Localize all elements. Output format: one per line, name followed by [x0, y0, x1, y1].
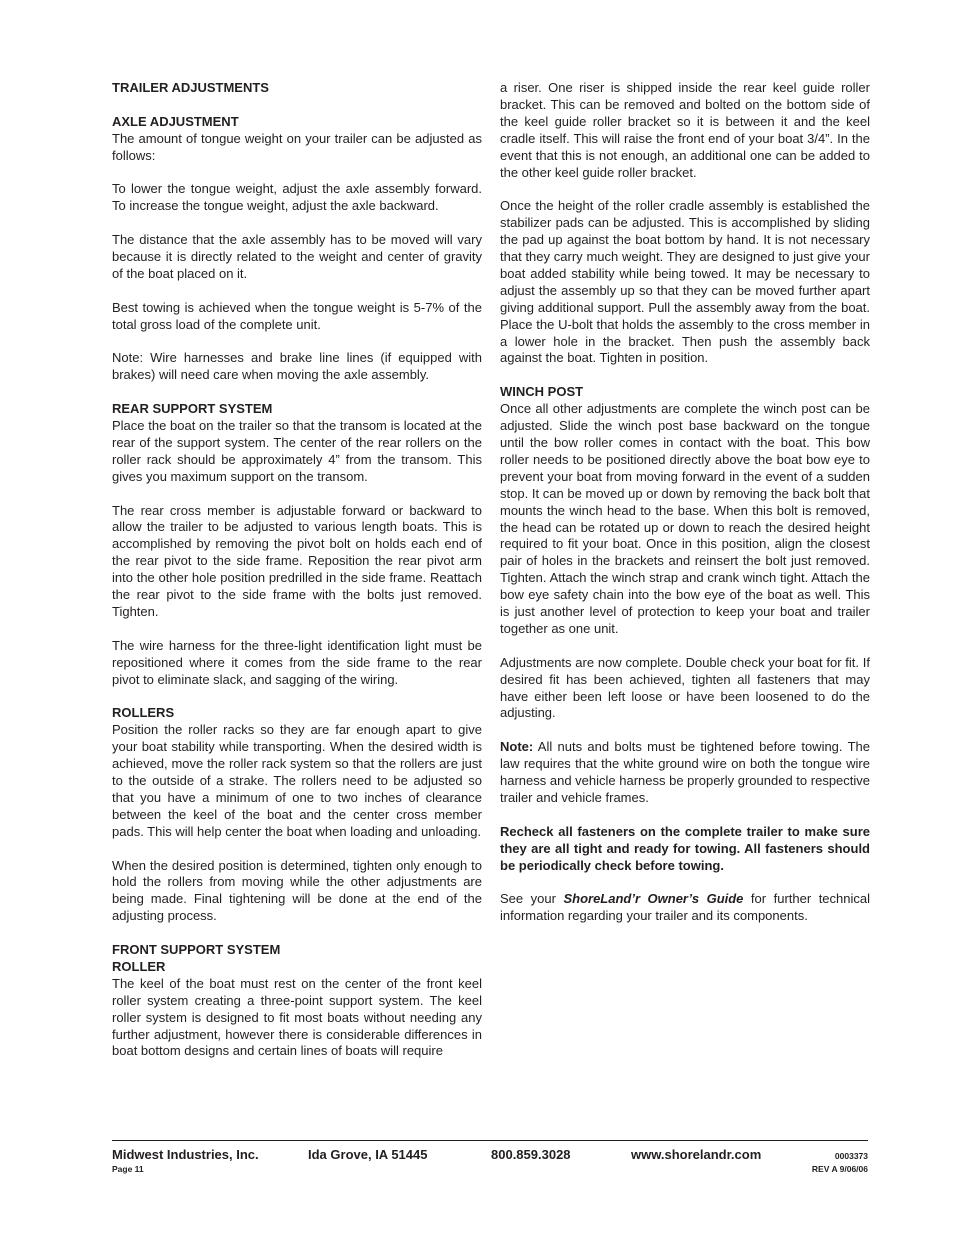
- footer-page-number: Page 11: [112, 1164, 144, 1174]
- axle-adjustment-heading: AXLE ADJUSTMENT: [112, 113, 239, 129]
- rear-paragraph-2: The rear cross member is adjustable forward or backward to allow the trailer to be adjusted to various length boats. This is accomplished by removing the pivot bolt on holds each end of the rear pivot to the side frame. Reposition the rear pivot arm into the other hole position predrilled in the side frame. Reattach the rear pivot to the side frame with the bolts just removed. Tighten.: [112, 502, 482, 619]
- owners-guide-title: ShoreLand’r Owner’s Guide: [563, 891, 744, 907]
- rollers-heading: ROLLERS: [112, 705, 175, 721]
- footer-phone: 800.859.3028: [491, 1147, 571, 1162]
- left-column: [112, 80, 482, 1060]
- rear-support-heading: REAR SUPPORT SYSTEM: [112, 401, 273, 417]
- footer-revision: REV A 9/06/06: [811, 1164, 868, 1174]
- rear-paragraph-1: Place the boat on the trailer so that the transom is located at the rear of the support system. The center of the rear rollers on the roller rack should be approximately 4” from the transom. This gives you maximum support on the transom.: [112, 418, 482, 484]
- footer-address: Ida Grove, IA 51445: [308, 1147, 428, 1162]
- see-suffix: for further technical information regarding your trailer and its components.: [500, 891, 871, 924]
- axle-note: Note: Wire harnesses and brake line lines (if equipped with brakes) will need care when moving the axle assembly.: [112, 350, 482, 383]
- footer-company: Midwest Industries, Inc.: [112, 1147, 259, 1162]
- winch-post-heading: WINCH POST: [500, 384, 584, 400]
- see-guide-paragraph: [500, 891, 870, 925]
- front-support-heading: FRONT SUPPORT SYSTEM: [112, 942, 281, 958]
- roller-subheading: ROLLER: [112, 958, 166, 974]
- riser-paragraph: a riser. One riser is shipped inside the rear keel guide roller bracket. This can be removed and bolted on the bottom side of the keel guide roller bracket so it is between it and the keel cradle itself. This will raise the front end of your boat 3/4”. In the event that this is not enough, an additional one can be added to the other keel guide roller bracket.: [500, 80, 870, 180]
- winch-paragraph-2: Adjustments are now complete. Double check your boat for fit. If desired fit has been achieved, tighten all fasteners that may have either been left loose or have been loosened to do the adjusting.: [500, 654, 870, 721]
- note-paragraph: [500, 739, 870, 807]
- note-label: Note:: [500, 739, 534, 755]
- front-paragraph-1: The keel of the boat must rest on the center of the front keel roller system creating a three-point support system. The keel roller system is designed to fit most boats without needing any further adjustment, however there is considerable differences in boat bottom designs and certain lines of boats will require: [112, 975, 482, 1059]
- rollers-paragraph-2: When the desired position is determined, tighten only enough to hold the rollers from moving while the other adjustments are being made. Final tightening will be done at the end of the adjusting process.: [112, 857, 482, 924]
- note-text: All nuts and bolts must be tightened before towing. The law requires that the white ground wire on both the tongue wire harness and vehicle harness be properly grounded to respective trailer and vehicle frames.: [500, 739, 871, 805]
- axle-paragraph-3: The distance that the axle assembly has to be moved will vary because it is directly related to the weight and center of gravity of the boat placed on it.: [112, 232, 482, 281]
- rear-paragraph-3: The wire harness for the three-light identification light must be repositioned where it comes from the side frame to the rear pivot to eliminate slack, and sagging of the wiring.: [112, 637, 482, 687]
- axle-paragraph-2: To lower the tongue weight, adjust the axle assembly forward. To increase the tongue weight, adjust the axle backward.: [112, 181, 482, 214]
- axle-paragraph-4: Best towing is achieved when the tongue weight is 5-7% of the total gross load of the complete unit.: [112, 299, 482, 332]
- footer-doc-number: 0003373: [834, 1151, 868, 1161]
- footer-website: www.shorelandr.com: [631, 1147, 762, 1162]
- stabilizer-paragraph: Once the height of the roller cradle assembly is established the stabilizer pads can be adjusted. This is accomplished by sliding the pad up against the boat bottom by hand. It is not necessary that they carry much weight. They are designed to just give your boat added stability while being towed. It may be necessary to adjust the assembly up so that they can be moved further apart giving additional support. Pull the assembly away from the boat. Place the U-bolt that holds the assembly to the cross member in a lower hole in the bracket. Then push the assembly back against the boat. Tighten in position.: [500, 198, 870, 366]
- see-prefix: See your: [500, 891, 564, 907]
- recheck-paragraph: Recheck all fasteners on the complete trailer to make sure they are all tight and ready for towing. All fasteners should be periodically check before towing.: [500, 823, 870, 873]
- footer-rule: [112, 1140, 868, 1141]
- axle-paragraph-1: The amount of tongue weight on your trailer can be adjusted as follows:: [112, 130, 482, 163]
- trailer-adjustments-heading: TRAILER ADJUSTMENTS: [112, 80, 269, 95]
- rollers-paragraph-1: Position the roller racks so they are far enough apart to give your boat stability while transporting. When the desired width is achieved, move the roller rack system so that the rollers are just to the outside of a strake. The rollers need to be adjusted so that you have a minimum of one to two inches of clearance between the keel of the boat and the center cross member pads. This will help center the boat when loading and unloading.: [112, 722, 482, 839]
- winch-paragraph-1: Once all other adjustments are complete the winch post can be adjusted. Slide the winch post base backward on the tongue until the bow roller comes in contact with the boat. This bow roller needs to be positioned directly above the boat bow eye to prevent your boat from moving forward in the event of a sudden stop. It can be moved up or down by removing the back bolt that mounts the winch head to the base. When this bolt is removed, the head can be rotated up or down to reach the desired height required to fit your boat. Once in this position, align the closest pair of holes in the brackets and reinsert the bolt just removed. Tighten. Attach the winch strap and crank winch tight. Attach the bow eye safety chain into the bow eye of the boat as well. This is just another level of protection to keep your boat and trailer together as one unit.: [500, 401, 870, 636]
- right-column: [500, 80, 870, 925]
